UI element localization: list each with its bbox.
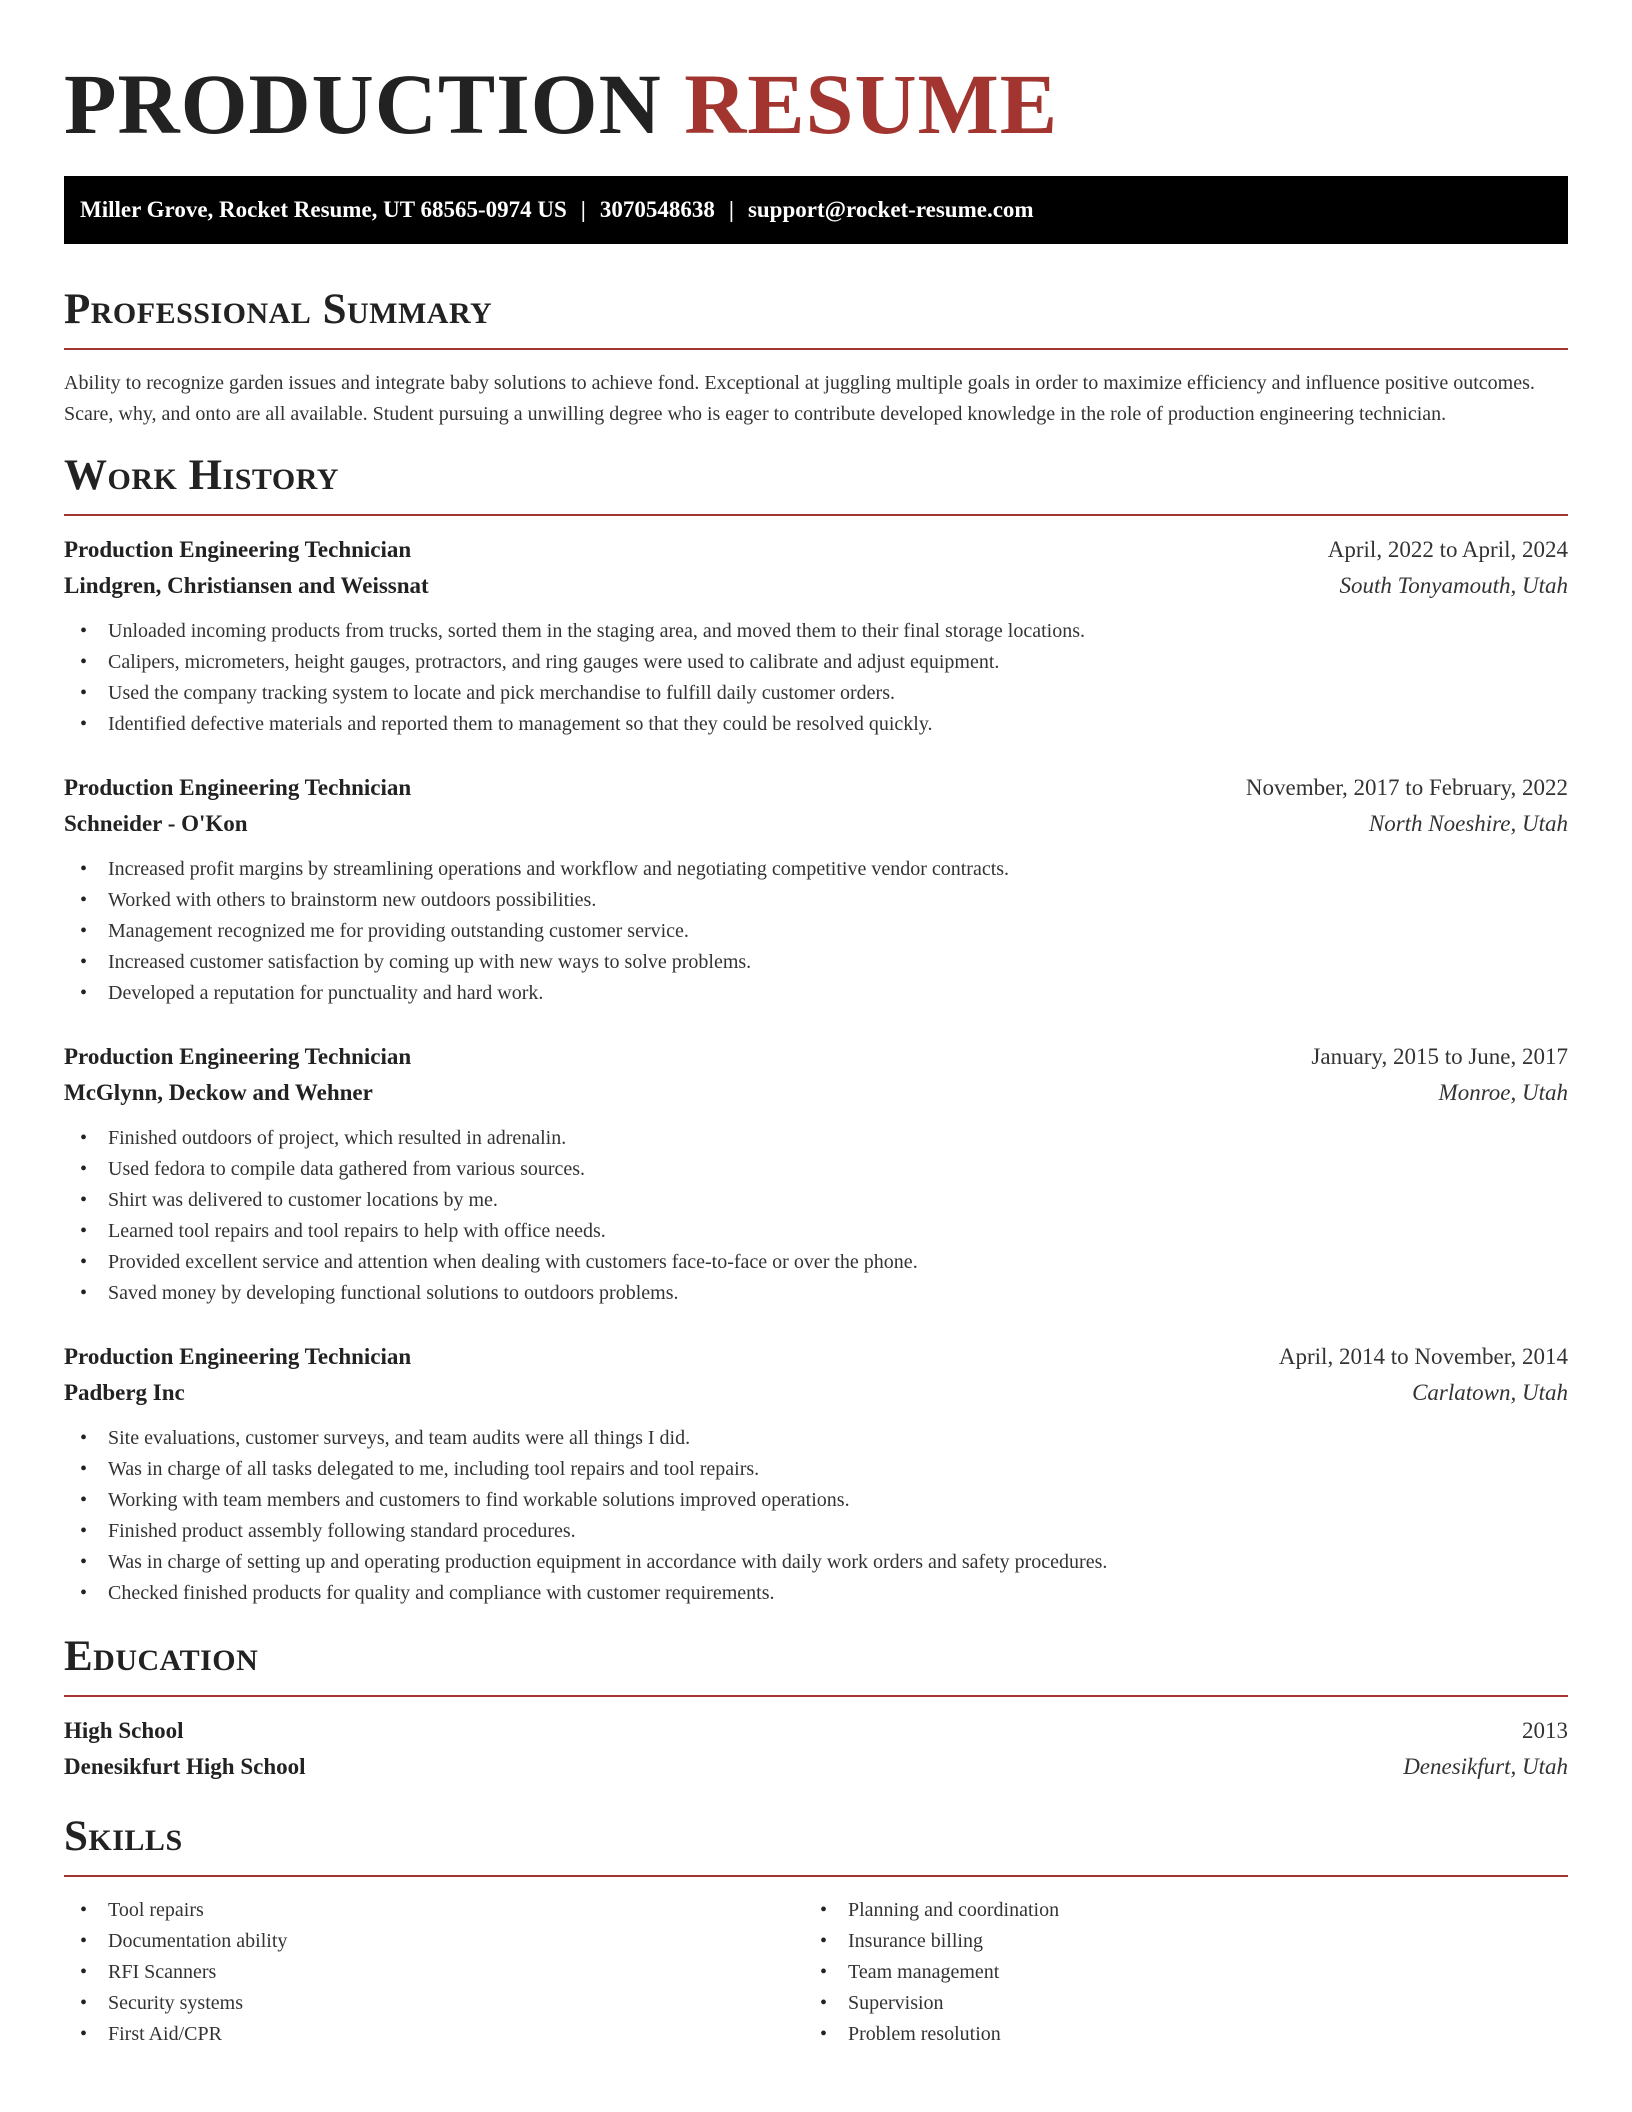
job-location: North Noeshire, Utah [1368,811,1568,836]
resume-title [64,0,1568,176]
skills-column-right [804,1895,1544,2050]
skill-item: • Insurance billing [804,1926,1544,1957]
job-bullets [64,616,1568,740]
skill-item: • Problem resolution [804,2019,1544,2050]
job-bullet: • Provided excellent service and attention when dealing with customers face-to-face or over the phone. [64,1247,1568,1278]
job-bullet: • Unloaded incoming products from trucks, sorted them in the staging area, and moved them to their final storage locations. [64,616,1568,647]
education-year: 2013 [1522,1718,1568,1743]
skills-grid [64,1895,1568,2050]
job-location: Monroe, Utah [1438,1080,1568,1105]
job-location: South Tonyamouth, Utah [1339,573,1568,598]
job-company: Schneider - O'Kon [64,811,248,836]
skills-column-left [64,1895,804,2050]
contact-address: Miller Grove, Rocket Resume, UT 68565-0974 US [80,197,567,222]
skill-item: • Planning and coordination [804,1895,1544,1926]
section-divider [64,1695,1568,1697]
section-divider [64,1875,1568,1877]
summary-heading: Professional Summary [64,286,493,333]
title-main: PRODUCTION [64,56,662,152]
job-entry [64,1339,1568,1609]
skill-item: • Supervision [804,1988,1544,2019]
job-bullet: • Calipers, micrometers, height gauges, protractors, and ring gauges were used to calibrate and adjust equipment. [64,647,1568,678]
job-title: Production Engineering Technician [64,775,412,800]
skills-heading: Skills [64,1813,183,1860]
skill-item: • Security systems [64,1988,804,2019]
job-title: Production Engineering Technician [64,537,412,562]
job-bullet: • Management recognized me for providing outstanding customer service. [64,916,1568,947]
job-entry [64,1039,1568,1309]
education-location: Denesikfurt, Utah [1403,1754,1568,1779]
job-company: McGlynn, Deckow and Wehner [64,1080,373,1105]
job-bullet: • Learned tool repairs and tool repairs to help with office needs. [64,1216,1568,1247]
skills-section [64,1813,1568,2050]
education-section [64,1633,1568,1785]
job-title: Production Engineering Technician [64,1344,412,1369]
job-bullet: • Finished product assembly following standard procedures. [64,1516,1568,1547]
job-bullet: • Was in charge of setting up and operating production equipment in accordance with daily work orders and safety procedures. [64,1547,1568,1578]
contact-separator: | [728,197,734,222]
section-divider [64,348,1568,350]
job-location: Carlatown, Utah [1412,1380,1568,1405]
job-bullets [64,1123,1568,1309]
title-accent: RESUME [684,56,1059,152]
job-bullet: • Developed a reputation for punctuality and hard work. [64,978,1568,1009]
job-bullet: • Worked with others to brainstorm new outdoors possibilities. [64,885,1568,916]
job-dates: January, 2015 to June, 2017 [1311,1044,1568,1069]
contact-phone: 3070548638 [599,197,715,222]
summary-section [64,286,1568,430]
education-school: Denesikfurt High School [64,1754,306,1779]
job-bullet: • Finished outdoors of project, which resulted in adrenalin. [64,1123,1568,1154]
contact-email: support@rocket-resume.com [747,197,1034,222]
job-bullet: • Site evaluations, customer surveys, and team audits were all things I did. [64,1423,1568,1454]
job-bullet: • Checked finished products for quality and compliance with customer requirements. [64,1578,1568,1609]
contact-separator: | [580,197,586,222]
job-bullet: • Working with team members and customers to find workable solutions improved operations. [64,1485,1568,1516]
skill-item: • Documentation ability [64,1926,804,1957]
work-history-section [64,452,1568,1609]
skill-item: • Tool repairs [64,1895,804,1926]
contact-bar [64,176,1568,244]
job-bullet: • Identified defective materials and reported them to management so that they could be resolved quickly. [64,709,1568,740]
education-heading: Education [64,1633,259,1680]
job-bullets [64,854,1568,1009]
skill-item: • RFI Scanners [64,1957,804,1988]
work-history-heading: Work History [64,452,339,499]
job-bullets [64,1423,1568,1609]
job-bullet: • Increased profit margins by streamlining operations and workflow and negotiating competitive vendor contracts. [64,854,1568,885]
job-dates: April, 2022 to April, 2024 [1327,537,1568,562]
skill-item: • First Aid/CPR [64,2019,804,2050]
job-company: Padberg Inc [64,1380,185,1405]
skill-item: • Team management [804,1957,1544,1988]
job-title: Production Engineering Technician [64,1044,412,1069]
job-entry [64,532,1568,740]
job-entry [64,770,1568,1009]
job-bullet: • Used fedora to compile data gathered from various sources. [64,1154,1568,1185]
job-bullet: • Shirt was delivered to customer locations by me. [64,1185,1568,1216]
job-bullet: • Was in charge of all tasks delegated to me, including tool repairs and tool repairs. [64,1454,1568,1485]
job-bullet: • Used the company tracking system to locate and pick merchandise to fulfill daily customer orders. [64,678,1568,709]
education-degree: High School [64,1718,184,1743]
job-bullet: • Increased customer satisfaction by coming up with new ways to solve problems. [64,947,1568,978]
section-divider [64,514,1568,516]
summary-text: Ability to recognize garden issues and integrate baby solutions to achieve fond. Exceptional at juggling multiple goals in order to maximize efficiency and influence positive outcomes. Scare, why, and onto are all available. Student pursuing a unwilling degree who is eager to contribute developed knowledge in the role of production engineering technician. [64,372,1535,425]
job-dates: April, 2014 to November, 2014 [1278,1344,1568,1369]
job-bullet: • Saved money by developing functional solutions to outdoors problems. [64,1278,1568,1309]
job-dates: November, 2017 to February, 2022 [1245,775,1568,800]
job-company: Lindgren, Christiansen and Weissnat [64,573,429,598]
education-entry [64,1713,1568,1785]
